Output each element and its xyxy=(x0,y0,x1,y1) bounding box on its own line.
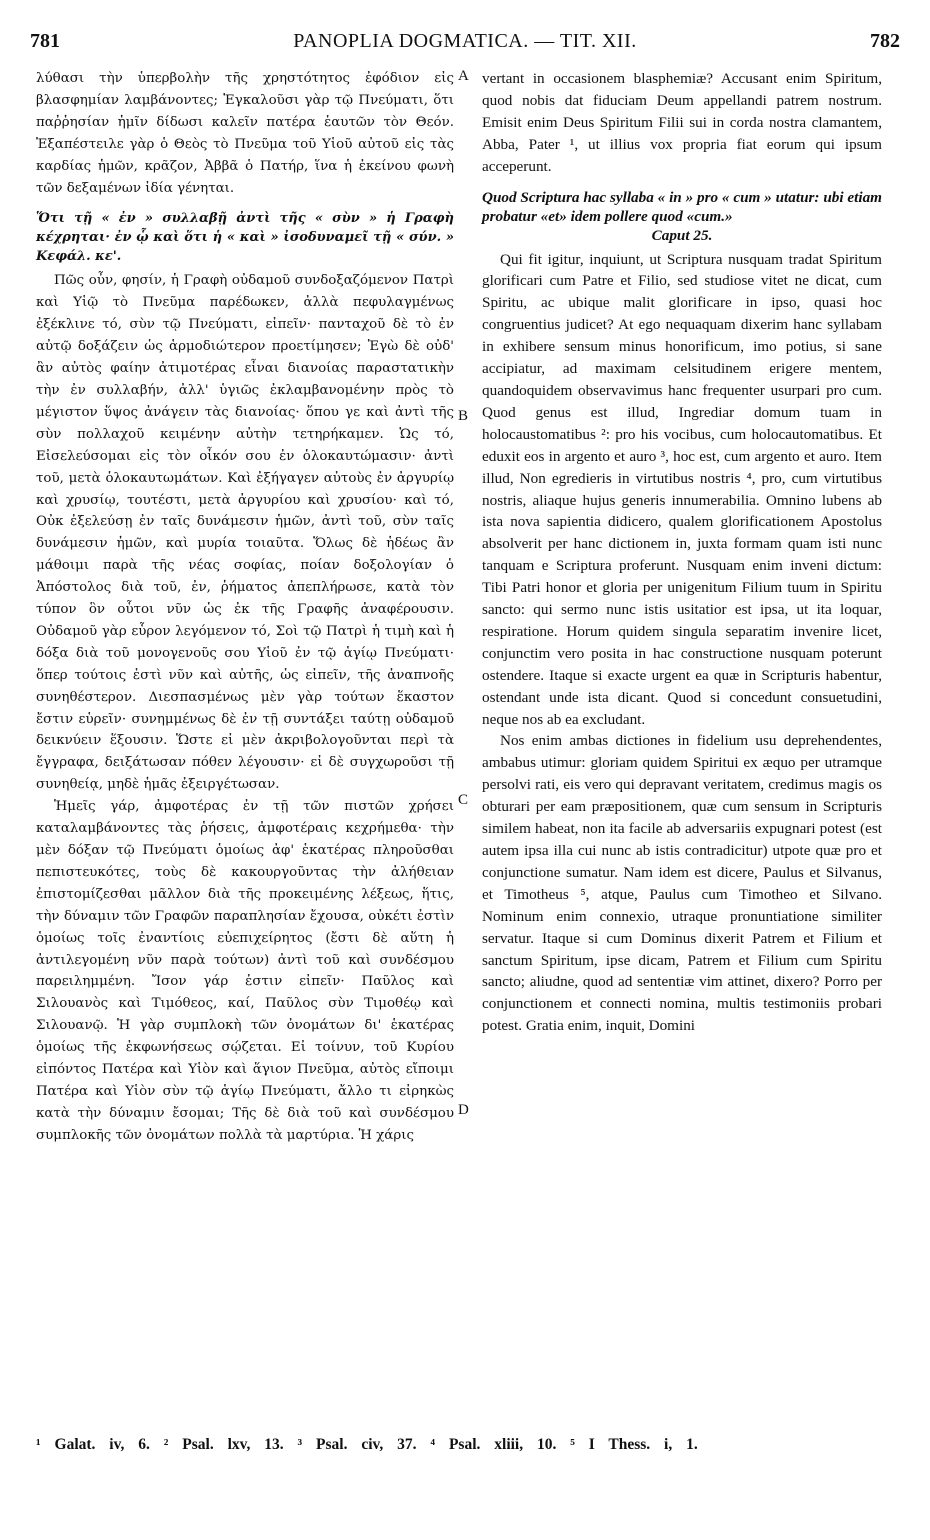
running-title: PANOPLIA DOGMATICA. — TIT. XII. xyxy=(293,30,637,52)
greek-column xyxy=(36,68,454,1147)
greek-paragraph-1: λύθασι τὴν ὑπερβολὴν τῆς χρηστότητος ἐφόδιον εἰς βλασφημίαν λαμβάνοντες; Ἐγκαλοῦσι γὰρ τῷ Πνεύματι, ὅτι παῤῥησίαν ἡμῖν δίδωσι καλεῖν πατέρα ἑαυτῶν τὸν Θεόν. Ἐξαπέστειλε γὰρ ὁ Θεὸς τὸ Πνεῦμα τοῦ Υἱοῦ αὐτοῦ εἰς τὰς καρδίας ἡμῶν, κρᾶζον, Ἀββᾶ ὁ Πατήρ, ἵνα ἡ ἐκείνου φωνὴ τῶν δεξαμένων ἰδία γένηται. xyxy=(36,71,454,196)
margin-letter-b: B xyxy=(458,408,469,424)
greek-paragraph-3: Ἡμεῖς γάρ, ἀμφοτέρας ἐν τῇ τῶν πιστῶν χρήσει καταλαμβάνοντες τὰς ῥήσεις, ἀμφοτέραις κεχρήμεθα· τὴν μὲν δόξαν τῷ Πνεύματι ὁμοίως ἀφ' ἑκατέρας πληροῦσθαι πεπιστευκότες, τοὺς δὲ κακουργοῦντας τὴν ἀλήθειαν ἐπιστομίζεσθαι μᾶλλον διὰ τῆς προκειμένης λέξεως, ἥτις, τὴν δύναμιν τῶν Γραφῶν παραπλησίαν ἔχουσα, οὐκέτι ἐστὶν ὁμοίως τοῖς ἐναντίοις εὐεπιχείρητος (ἔστι δὲ αὕτη ἡ ἀντιλεγομένη νῦν παρὰ τούτων) ἀντὶ τοῦ καὶ συνδέσμου παρειλημμένη. Ἴσον γάρ ἐστιν εἰπεῖν· Παῦλος καὶ Σιλουανὸς καὶ Τιμόθεος, καί, Παῦλος σὺν Τιμοθέῳ καὶ Σιλουανῷ. Ἡ γὰρ συμπλοκὴ τῶν ὀνομάτων δι' ἑκατέρας ὁμοίως τῆς ἐκφωνήσεως σῴζεται. Εἰ τοίνυν, τοῦ Κυρίου εἰπόντος Πατέρα καὶ Υἱὸν καὶ ἅγιον Πνεῦμα, αὐτὸς εἴποιμι Πατέρα καὶ Υἱὸν σὺν τῷ ἁγίῳ Πνεύματι, ἄλλο τι εἰρηκὼς κατὰ τὴν δύναμιν ἔσομαι; Τῆς δὲ διὰ τοῦ καὶ συνδέσμου συμπλοκῆς τῶν ὀνομάτων πολλὰ τὰ μαρτύρια. Ἡ χάρις xyxy=(36,799,454,1143)
latin-paragraph-3: Nos enim ambas dictiones in fidelium usu deprehendentes, ambabus utimur: gloriam quidem Spiritui ex æquo per utramque persolvi rati, eis vero qui depravant veritatem, credimus magis os obturari per eam præpositionem, quæ cum sensum in Scripturis similem habeat, non ita facile ab adversariis expugnari potest (est autem ipsa illa cui nunc ab istis contradicitur) utpote quæ pro et conjunctione sumatur. Nam idem est dicere, Paulus et Silvanus, et Timotheus ⁵, atque, Paulus cum Timotheo et Silvano. Nominum enim connexio, utraque pronuntiatione similiter servatur. Itaque si cum Dominus dixerit Patrem et Filium et sanctum Spiritum, ipse dicam, Patrem et Filium cum Spiritu sancto; aliudne, quod ad sententiæ vim attinet, dixero? Porro per conjunctionem et connecti nomina, multis testimoniis probari potest. Gratia enim, inquit, Domini xyxy=(482,732,882,1035)
greek-chapter-heading: Ὅτι τῇ « ἐν » συλλαβῇ ἀντὶ τῆς « σὺν » ἡ Γραφὴ κέχρηται· ἐν ᾧ καὶ ὅτι ἡ « καὶ » ἰσοδυναμεῖ τῇ « σύν. » Κεφάλ. κε'. xyxy=(36,211,454,265)
footnotes: ¹ Galat. iv, 6. ² Psal. lxv, 13. ³ Psal. civ, 37. ⁴ Psal. xliii, 10. ⁵ I Thess. i, 1. xyxy=(36,1436,698,1453)
latin-column xyxy=(482,68,882,1037)
margin-letter-c: C xyxy=(458,792,469,808)
latin-paragraph-1: vertant in occasionem blasphemiæ? Accusant enim Spiritum, quod nobis dat fiduciam Deum appellandi patrem nostrum. Emisit enim Deus Spiritum Filii sui in corda nostra clamantem, Abba, Pater ¹, ut illius vox propria fiat eorum qui ipsum acceperunt. xyxy=(482,70,882,175)
page-number-left: 781 xyxy=(30,30,60,52)
latin-chapter-heading xyxy=(482,188,882,245)
margin-letter-a: A xyxy=(458,68,469,84)
latin-heading-text: Quod Scriptura hac syllaba « in » pro « cum » utatur: ubi etiam probatur «et» idem pollere quod «cum.» xyxy=(482,188,882,225)
margin-letter-d: D xyxy=(458,1102,469,1118)
page-header xyxy=(30,30,900,60)
greek-paragraph-2: Πῶς οὖν, φησίν, ἡ Γραφὴ οὐδαμοῦ συνδοξαζόμενον Πατρὶ καὶ Υἱῷ τὸ Πνεῦμα παρέδωκεν, ἀλλὰ πεφυλαγμένως ἐξέκλινε τό, σὺν τῷ Πνεύματι, εἰπεῖν· πανταχοῦ δὲ τὸ ἐν αὐτῷ δοξάζειν ὡς ἁρμοδιώτερον προετίμησεν; Ἐγὼ δὲ οὐδ' ἂν αὐτὸς φαίην ἀτιμοτέρας εἶναι διανοίας παραστατικὴν τὴν ἐν συλλαβήν, ἀλλ' ὑγιῶς ἐκλαμβανομένην πρὸς τὸ μέγιστον ὕψος ἀνάγειν τὰς διανοίας· ὅπου γε καὶ ἀντὶ τῆς σὺν πολλαχοῦ κειμένην αὐτὴν τετηρήκαμεν. Ὡς τό, Εἰσελεύσομαι εἰς τὸν οἶκόν σου ἐν ὁλοκαυτώμασιν· ἀντὶ τοῦ, μετὰ ὁλοκαυτωμάτων. Καὶ ἐξήγαγεν αὐτοὺς ἐν ἀργυρίῳ καὶ χρυσίῳ, τουτέστι, μετὰ ἀργυρίου καὶ χρυσίου· καὶ τό, Οὐκ ἐξελεύσῃ ἐν ταῖς δυνάμεσιν ἡμῶν, ἀντὶ τοῦ, σὺν ταῖς δυνάμεσιν ἡμῶν, καὶ μυρία τοιαῦτα. Ὅλως δὲ ἡδέως ἂν μάθοιμι παρὰ τῆς νέας σοφίας, ποίαν δοξολογίαν ὁ Ἀπόστολος διὰ τοῦ, ἐν, ῥήματος ἀπεπλήρωσε, κατὰ τὸν τύπον ὃν οὗτοι νῦν ὡς ἐκ τῆς Γραφῆς ἀναφέρουσιν. Οὐδαμοῦ γὰρ εὗρον λεγόμενον τό, Σοὶ τῷ Πατρὶ ἡ τιμὴ καὶ ἡ δόξα διὰ τοῦ μονογενοῦς σου Υἱοῦ ἐν τῷ ἁγίῳ Πνεύματι· ὅπερ τούτοις ἐστὶ νῦν καὶ αὐτῆς, ὡς εἰπεῖν, τῆς ἀναπνοῆς συνηθέστερον. Διεσπασμένως μὲν γὰρ τούτων ἕκαστον ἔστιν εὑρεῖν· συνημμένως δὲ ἐν τῇ συντάξει ταύτῃ οὐδαμοῦ δεικνύειν ἕξουσιν. Ὥστε εἰ μὲν ἀκριβολογοῦνται περὶ τὰ ἔγγραφα, δειξάτωσαν πόθεν λέγουσιν· εἰ δὲ συγχωροῦσι τῇ συνηθείᾳ, μηδὲ ἡμᾶς ἐξειργέτωσαν. xyxy=(36,273,454,793)
page-number-right: 782 xyxy=(870,30,900,52)
latin-caput-label: Caput 25. xyxy=(651,226,713,244)
latin-paragraph-2: Qui fit igitur, inquiunt, ut Scriptura nusquam tradat Spiritum glorificari cum Patre et Filio, sed studiose vitet ne dicat, cum Spiritu, ac ubique malit glorificare in ipso, quasi hoc congruentius judicet? At ego nequaquam dixerim hanc syllabam in exhibere sensum minus honorificum, imo potius, si sane accipiatur, ad maximam celsitudinem erigere mentem, quandoquidem observavimus hanc frequenter usurpari pro cum. Quod genus est illud, Ingrediar domum tuam in holocaustomatibus ²: pro his vocibus, cum holocautomatibus. Et eduxit eos in argento et auro ³, hoc est, cum argento et auro. Item illud, Non egredieris in virtutibus nostris ⁴, pro, cum virtutibus nostris, aliaque hujus generis innumerabilia. Omnino lubens ab ista nova sapientia didicero, qualem glorificationem Apostolus absolverit per hanc dictionem in, juxta formam quam isti nunc tanquam e Scriptura proferunt. Nusquam enim inveni dictum: Tibi Patri honor et gloria per unigenitum Filium tuum in Spiritu sancto: qui sermo nunc istis usitatior est ipsa, ut ita loquar, respiratione. Horum quidem singula separatim invenire licet, conjunctim vero posita in hac constructione nusquam poterunt ostendere. Itaque si exacte urgent ea quæ in Scripturis habentur, ostendant unde ista dicant. Quod si concedunt consuetudini, neque nos ab ea excludant. xyxy=(482,250,882,728)
